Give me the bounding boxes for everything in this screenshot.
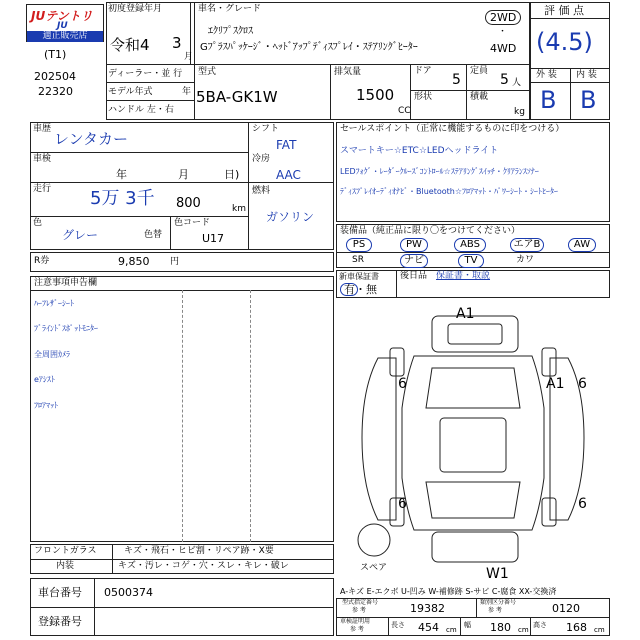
equip-ps[interactable]: PS [346, 238, 372, 252]
inspection-month-unit: 月 [178, 168, 189, 181]
height-value: 168 [566, 621, 587, 634]
cc-unit: CC [398, 106, 411, 116]
score-value: (4.5) [536, 28, 593, 56]
equip-aw[interactable]: AW [568, 238, 596, 252]
cc-label: 排気量 [334, 67, 362, 77]
type-spec-label: 型式指定番号 [342, 599, 379, 606]
car-diagram [336, 298, 610, 582]
color-code-value: U17 [202, 232, 225, 245]
inspection-day-unit: 日) [224, 168, 240, 181]
recycle-unit: 円 [170, 257, 180, 267]
equip-tv[interactable]: TV [458, 254, 484, 268]
registration-label: 登録番号 [38, 615, 82, 628]
recycle-value: 9,850 [118, 255, 150, 268]
model-year-unit: 年 [182, 87, 192, 97]
lot-number-1: 202504 [34, 70, 76, 83]
equip-pw[interactable]: PW [400, 238, 428, 252]
color-change-label: 色替 [144, 230, 163, 240]
exterior-label: 外 装 [536, 70, 557, 80]
interior-cond-label: 内装 [56, 561, 75, 571]
damage-six-2: 6 [578, 376, 587, 392]
damage-a1-right: A1 [546, 376, 565, 392]
width-unit: cm [518, 626, 529, 634]
equipment-label: 装備品（純正品に限り〇をつけてください） [340, 226, 521, 236]
equip-kawa[interactable]: カワ [516, 255, 535, 265]
lot-code: (T1) [44, 48, 67, 61]
chassis-label: 車台番号 [38, 586, 82, 599]
capacity-unit: 人 [512, 78, 522, 88]
shift-label: シフト [252, 124, 280, 134]
height-label: 高さ [533, 621, 547, 629]
type-spec-sub: 参 考 [352, 607, 366, 614]
drive-2wd: 2WD [490, 11, 517, 24]
dims-sub: 参 考 [350, 626, 364, 633]
shape-label: 形状 [414, 92, 433, 102]
length-unit: cm [446, 626, 457, 634]
load-label: 積載 [470, 92, 489, 102]
fuel-value: ガソリン [266, 210, 315, 224]
exterior-grade: B [540, 86, 557, 114]
shift-value: FAT [276, 138, 297, 152]
first-reg-era: 令和4 [110, 36, 150, 54]
logo-brand: JUテントリ [31, 9, 93, 23]
class-value: 0120 [552, 602, 580, 615]
warranty-label: 新車保証書 [339, 272, 379, 281]
chassis-value: 0500374 [104, 586, 153, 599]
damage-w1-bottom: W1 [486, 566, 509, 582]
door-value: 5 [452, 72, 461, 88]
car-name: ｴｸﾘﾌﾟｽｸﾛｽ [208, 26, 253, 37]
drive-dot: ・ [498, 27, 508, 37]
interior-cond-value: キズ・汚レ・コゲ・穴・スレ・キレ・破レ [118, 561, 289, 571]
model-year-label: モデル年式 [108, 87, 153, 97]
sales-line-3: ﾃﾞｨｽﾌﾟﾚｲｵｰﾃﾞｨｵﾅﾋﾞ・Bluetooth☆ﾌﾛｱﾏｯﾄ・ﾊﾟﾜｰｼｰﾄ・ｼｰﾄﾋｰﾀｰ [340, 187, 559, 196]
note-item-3: 全周囲ｶﾒﾗ [34, 350, 70, 359]
service-label: 後日品 [400, 271, 428, 281]
class-sub: 参 考 [488, 607, 502, 614]
inspection-year-unit: 年 [116, 168, 127, 181]
sales-line-1: スマートキー☆ETC☆LEDヘッドライト [340, 146, 499, 156]
mileage-km-value: 800 [176, 196, 201, 211]
mileage-value: 5万 3千 [90, 188, 155, 209]
logo-shop: 適正販売店 [27, 31, 103, 42]
type-value: 5BA-GK1W [196, 88, 278, 106]
equip-navi[interactable]: ナビ [400, 254, 428, 268]
color-code-label: 色コード [174, 218, 211, 228]
interior-grade: B [580, 86, 597, 114]
class-label: 類別区分番号 [480, 599, 517, 606]
equip-airbag[interactable]: エアB [510, 238, 544, 252]
first-reg-month-unit: 月 [184, 52, 194, 62]
length-label: 長さ [391, 621, 405, 629]
type-label: 型式 [198, 67, 217, 77]
handle-label: ハンドル 左・右 [108, 105, 174, 115]
car-name-label: 車名・グレード [198, 4, 262, 14]
mileage-label: 走行 [33, 184, 52, 194]
drive-4wd: 4WD [490, 42, 517, 55]
type-spec-value: 19382 [410, 602, 445, 615]
warranty-value: 有・無 [344, 283, 377, 296]
capacity-value: 5 [500, 72, 509, 88]
damage-six-4: 6 [578, 496, 587, 512]
damage-six-1: 6 [398, 376, 407, 392]
car-grade: Gﾌﾟﾗｽﾊﾟｯｹｰｼﾞ・ﾍｯﾄﾞｱｯﾌﾟﾃﾞｨｽﾌﾟﾚｲ・ｽﾃｱﾘﾝｸﾞﾋｰﾀｰ [200, 42, 418, 53]
cc-value: 1500 [356, 86, 395, 104]
logo-ju: JU [57, 21, 68, 31]
notes-label: 注意事項申告欄 [34, 278, 98, 288]
width-label: 幅 [464, 621, 471, 629]
damage-legend: A-キズ E-エクボ U-凹み W-補修跡 S-サビ C-腐食 XX-交換済 [340, 587, 557, 596]
recycle-box [30, 252, 334, 272]
load-unit: kg [514, 107, 525, 117]
equip-sr[interactable]: SR [352, 255, 364, 265]
interior-label: 内 装 [576, 70, 597, 80]
score-label: 評 価 点 [544, 4, 584, 17]
inspection-label: 車検 [33, 154, 52, 164]
history-value: レンタカー [54, 130, 129, 148]
spare-label: スペア [360, 563, 388, 573]
damage-a1-top: A1 [456, 306, 475, 322]
first-reg-label: 初度登録年月 [108, 4, 163, 14]
note-item-2: ﾌﾞﾗｲﾝﾄﾞｽﾎﾟｯﾄﾓﾆﾀｰ [34, 324, 98, 333]
lot-number-2: 22320 [38, 85, 73, 98]
note-item-4: eｱｼｽﾄ [34, 375, 55, 384]
recycle-label: R券 [34, 256, 50, 266]
capacity-label: 定員 [470, 66, 489, 76]
sales-label: セールスポイント（正常に機能するものに印をつける） [340, 124, 565, 134]
dealer-label: ディーラー・並 行 [108, 69, 183, 79]
front-glass-label: フロントガラス [34, 546, 97, 556]
ac-label: 冷房 [252, 154, 271, 164]
front-glass-value: キズ・飛石・ヒビ割・リペア跡・X要 [124, 546, 274, 556]
dims-label: 車検証明用 [340, 618, 371, 625]
mileage-km-unit: km [232, 204, 246, 214]
history-label: 車歴 [33, 124, 52, 134]
color-label: 色 [33, 218, 43, 228]
color-value: グレー [62, 228, 99, 242]
width-value: 180 [490, 621, 511, 634]
note-item-5: ﾌﾛｱﾏｯﾄ [34, 401, 58, 410]
first-reg-month: 3 [172, 34, 182, 52]
fuel-label: 燃料 [252, 186, 271, 196]
damage-six-3: 6 [398, 496, 407, 512]
height-unit: cm [594, 626, 605, 634]
ac-value: AAC [276, 168, 301, 182]
note-item-1: ﾊｰﾌﾚｻﾞｰｼｰﾄ [34, 299, 74, 308]
door-label: ドア [414, 66, 432, 76]
logo-box [26, 4, 104, 42]
sales-line-2: LEDﾌｫｸﾞ・ﾚｰﾀﾞｰｸﾙｰｽﾞｺﾝﾄﾛｰﾙ☆ｽﾃｱﾘﾝｸﾞｽｲｯﾁ・ｸﾘｱﾗﾝｽｿﾅｰ [340, 167, 539, 176]
service-value: 保証書・取説 [436, 271, 491, 281]
length-value: 454 [418, 621, 439, 634]
equip-abs[interactable]: ABS [454, 238, 486, 252]
